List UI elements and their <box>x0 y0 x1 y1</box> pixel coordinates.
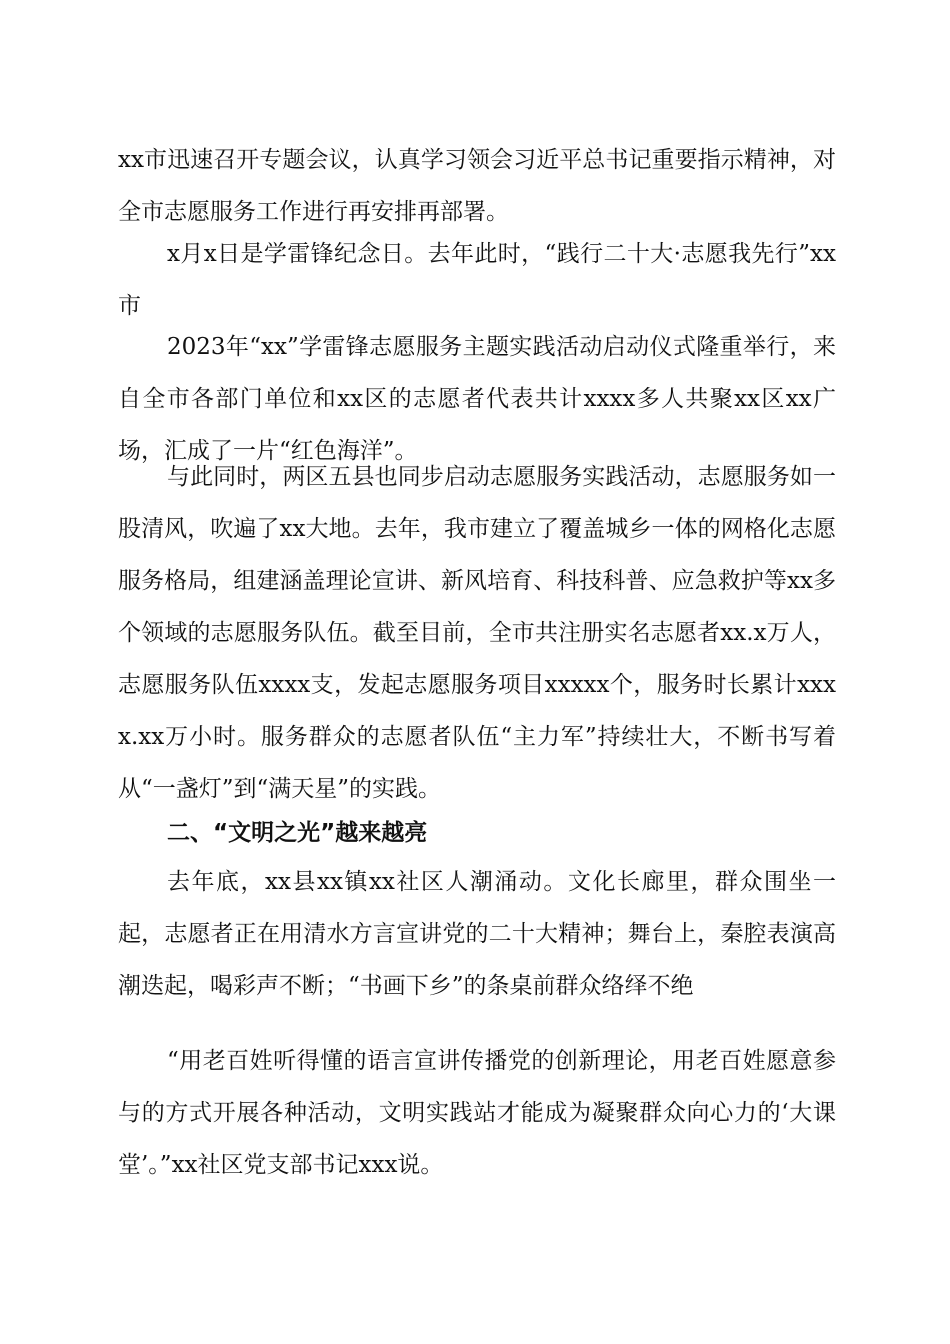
section-heading-civilization: 二、“文明之光”越来越亮 <box>167 820 428 846</box>
paragraph-community-event: 去年底，xx县xx镇xx社区人潮涌动。文化长廊里，群众围坐一起，志愿者正在用清水方言宣讲党的二十大精神；舞台上，秦腔表演高潮迭起，喝彩声不断；“书画下乡”的条桌前群众络绎不绝 <box>118 869 836 999</box>
paragraph-quote: “用老百姓听得懂的语言宣讲传播党的创新理论，用老百姓愿意参与的方式开展各种活动，文明实践站才能成为凝聚群众向心力的‘大课堂’。”xx社区党支部书记xxx说。 <box>118 1048 836 1178</box>
paragraph-leifeng-day: x月x日是学雷锋纪念日。去年此时，“践行二十大·志愿我先行”xx市 <box>118 241 836 319</box>
paragraph-volunteer-service: 与此同时，两区五县也同步启动志愿服务实践活动，志愿服务如一股清风，吹遍了xx大地。去年，我市建立了覆盖城乡一体的网格化志愿服务格局，组建涵盖理论宣讲、新风培育、科技科普、应急救护等xx多个领域的志愿服务队伍。截至目前，全市共注册实名志愿者xx.x万人，志愿服务队伍xxxx支，发起志愿服务项目xxxxx个，服务时长累计xxxx.xx万小时。服务群众的志愿者队伍“主力军”持续壮大，不断书写着从“一盏灯”到“满天星”的实践。 <box>118 464 836 802</box>
paragraph-launch-ceremony: 2023年“xx”学雷锋志愿服务主题实践活动启动仪式隆重举行，来自全市各部门单位和xx区的志愿者代表共计xxxx多人共聚xx区xx广场，汇成了一片“红色海洋”。 <box>118 334 836 464</box>
paragraph-meeting: xx市迅速召开专题会议，认真学习领会习近平总书记重要指示精神，对全市志愿服务工作进行再安排再部署。 <box>118 147 836 225</box>
